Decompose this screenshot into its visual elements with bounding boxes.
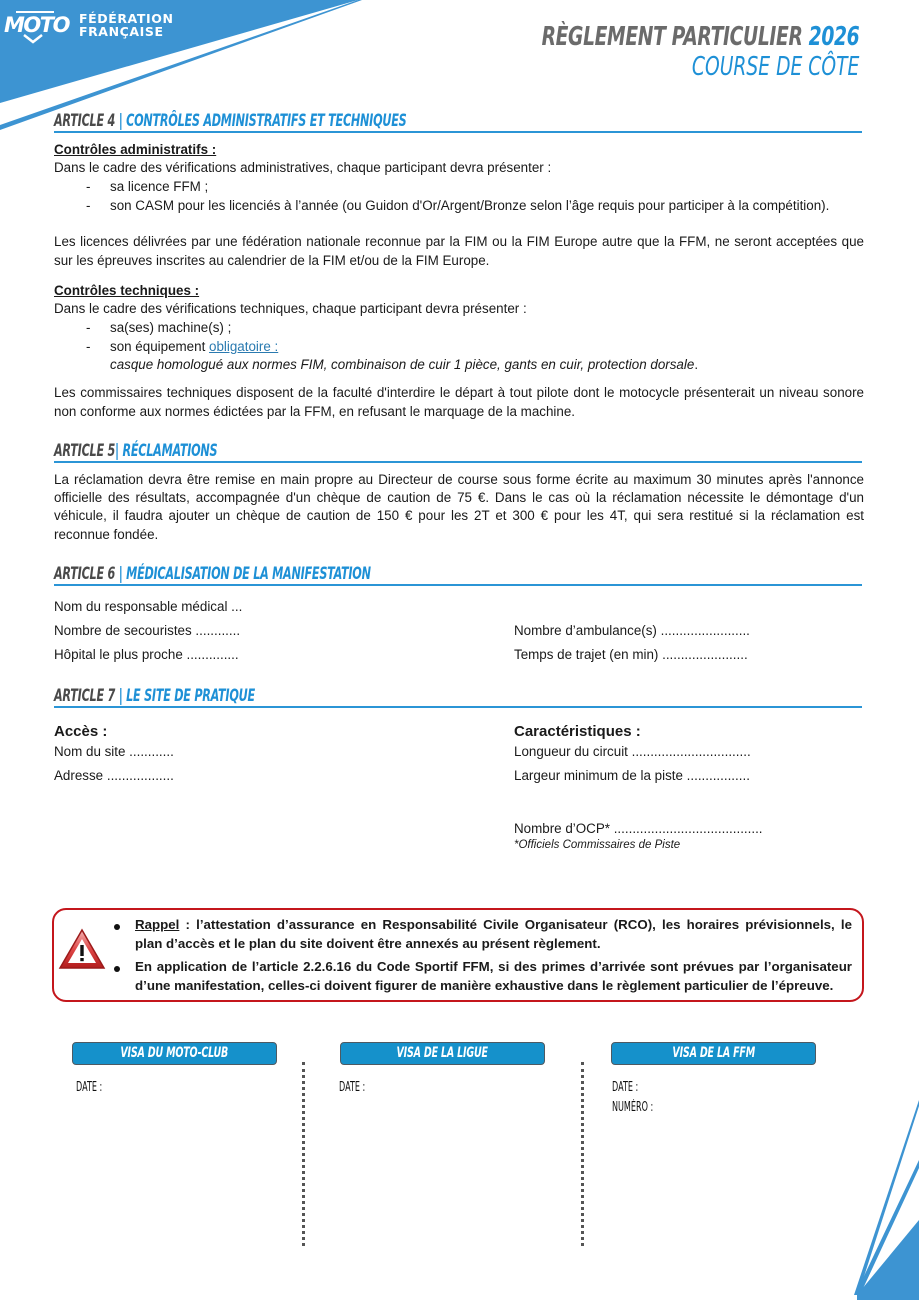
longueur-field: Longueur du circuit ................................: [514, 744, 751, 759]
bullet: [114, 924, 120, 930]
logo-line2: FRANÇAISE: [78, 24, 164, 39]
footer-decoration: [819, 1100, 919, 1300]
visa-ffm-title: VISA DE LA FFM: [672, 1045, 755, 1062]
tech-item-equipment: [110, 338, 278, 357]
article6-heading: [54, 564, 862, 586]
article7-heading: [54, 686, 862, 708]
equipment-detail: [110, 356, 698, 375]
visa-ffm-header: [611, 1042, 816, 1065]
visa-moto-club-date: DATE :: [76, 1080, 103, 1095]
article4-number: ARTICLE 4: [54, 111, 116, 131]
warning-icon: [58, 928, 106, 970]
tech-controls-heading: Contrôles techniques :: [54, 283, 200, 298]
ocp-field: Nombre d’OCP* ........................................: [514, 821, 763, 836]
article5-heading: [54, 441, 862, 463]
licences-paragraph: Les licences délivrées par une fédération nationale reconnue par la FIM ou la FIM Europe autre que la FFM, ne seront acceptées que sur les épreuves inscrites au calendrier de la FIM et/ou de la FIM Europe.: [54, 234, 864, 268]
acces-heading: Accès :: [54, 723, 108, 740]
notice-item-rappel: [135, 916, 852, 953]
notice-item-primes: En application de l’article 2.2.6.16 du Code Sportif FFM, si des primes d’arrivée sont prévues par l’organisateur d’une manifestation, celles-ci doivent figurer de manière exhaustive dans le règlement particulier de l’épreuve.: [135, 959, 852, 993]
rappel-text: : l’attestation d’assurance en Responsabilité Civile Organisateur (RCO), les horaires prévisionnels, le plan d’accès et le plan du site doivent être annexés au présent règlement.: [135, 917, 852, 951]
logo-mark: MOTO: [4, 12, 69, 37]
caracteristiques-heading: Caractéristiques :: [514, 723, 641, 740]
article6-number: ARTICLE 6: [54, 564, 116, 584]
commissaires-paragraph: Les commissaires techniques disposent de la faculté d'interdire le départ à tout pilote dont le motocycle présenterait un niveau sonore non conforme aux normes édictées par la FFM, en refusant le marquage de la machine.: [54, 385, 864, 419]
visa-moto-club-title: VISA DU MOTO-CLUB: [120, 1045, 229, 1062]
equipment-prefix: son équipement: [110, 339, 210, 354]
title-line1: RÈGLEMENT PARTICULIER: [541, 22, 803, 52]
logo-chevron-icon: [22, 34, 44, 44]
logo-line1: FÉDÉRATION: [78, 11, 174, 26]
visa-ligue-date: DATE :: [339, 1080, 366, 1095]
ocp-note: *Officiels Commissaires de Piste: [514, 839, 681, 851]
medical-responsable-field: Nom du responsable médical ...: [54, 599, 243, 614]
admin-controls-heading: Contrôles administratifs :: [54, 142, 217, 157]
bullet: [114, 966, 120, 972]
equipment-detail-text: casque homologué aux normes FIM, combinaison de cuir 1 pièce, gants en cuir, protection dorsale: [110, 357, 695, 372]
article5-title: | RÉCLAMATIONS: [115, 441, 218, 461]
document-title: [541, 22, 859, 82]
visa-ffm-date: DATE :: [612, 1080, 639, 1095]
article4-title: | CONTRÔLES ADMINISTRATIFS ET TECHNIQUES: [118, 111, 407, 131]
title-line2: COURSE DE CÔTE: [691, 52, 859, 82]
article7-number: ARTICLE 7: [54, 686, 116, 706]
adresse-field: Adresse ..................: [54, 768, 174, 783]
list-dash: -: [86, 320, 91, 335]
secouristes-field: Nombre de secouristes ............: [54, 623, 241, 638]
reclamations-paragraph: La réclamation devra être remise en main propre au Directeur de course sous forme écrite au maximum 30 minutes après l'annonce officielle des résultats, accompagnée d'un chèque de caution de 75 €. Dans le cas où la réclamation nécessite le démontage d'un véhicule, il faudra ajouter un chèque de caution de 150 € pour les 2T et 300 € pour les 4T, qui sera restitué si la réclamation est reconnue fondée.: [54, 472, 864, 542]
list-dash: -: [86, 339, 91, 354]
largeur-field: Largeur minimum de la piste .................: [514, 768, 750, 783]
nom-site-field: Nom du site ............: [54, 744, 174, 759]
logo-text: [79, 12, 174, 38]
equipment-detail-end: .: [694, 357, 699, 372]
list-dash: -: [86, 179, 91, 194]
tech-controls-intro: Dans le cadre des vérifications techniques, chaque participant devra présenter :: [54, 301, 527, 316]
admin-controls-intro: Dans le cadre des vérifications administratives, chaque participant devra présenter :: [54, 160, 552, 175]
visa-divider: [581, 1062, 584, 1246]
list-dash: -: [86, 198, 91, 213]
trajet-field: Temps de trajet (en min) .......................: [514, 647, 748, 662]
admin-item-licence: sa licence FFM ;: [110, 179, 209, 194]
visa-ffm-numero: NUMÉRO :: [612, 1100, 654, 1115]
ambulances-field: Nombre d’ambulance(s) ........................: [514, 623, 750, 638]
article7-title: | LE SITE DE PRATIQUE: [118, 686, 255, 706]
rappel-label: Rappel: [135, 917, 180, 932]
article5-number: ARTICLE 5: [54, 441, 116, 461]
warning-notice: [52, 908, 864, 1002]
article6-title: | MÉDICALISATION DE LA MANIFESTATION: [118, 564, 371, 584]
visa-divider: [302, 1062, 305, 1246]
visa-ligue-header: [340, 1042, 545, 1065]
tech-item-machines: sa(ses) machine(s) ;: [110, 320, 232, 335]
visa-ligue-title: VISA DE LA LIGUE: [396, 1045, 489, 1062]
obligatoire-link[interactable]: obligatoire :: [209, 339, 279, 354]
article4-heading: [54, 111, 862, 133]
visa-moto-club-header: [72, 1042, 277, 1065]
title-year: 2026: [808, 22, 859, 52]
admin-item-casm: son CASM pour les licenciés à l’année (ou Guidon d'Or/Argent/Bronze selon l’âge requis pour participer à la compétition).: [110, 198, 830, 213]
hopital-field: Hôpital le plus proche ..............: [54, 647, 239, 662]
